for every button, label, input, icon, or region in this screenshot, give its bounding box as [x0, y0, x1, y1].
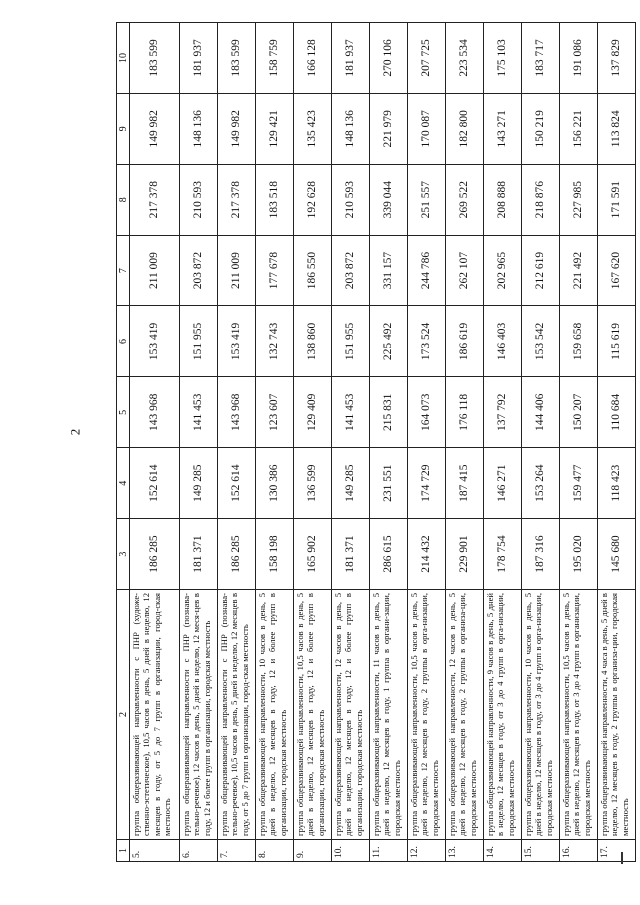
- column-number: 7: [117, 235, 130, 306]
- value-cell: 146 271: [483, 448, 521, 519]
- row-number: 14.: [483, 840, 521, 862]
- value-cell: 113 824: [597, 93, 635, 164]
- value-cell: 181 371: [331, 519, 369, 590]
- table-row: [369, 23, 407, 862]
- value-cell: 331 157: [369, 235, 407, 306]
- group-description: группа общеразвивающей направленности, 10,5 часов в день, 5 дней в неделю, 12 месяцев в году, 2 группы в орга-низации, городская местность: [407, 590, 445, 840]
- value-cell: 339 044: [369, 164, 407, 235]
- row-number: 9.: [293, 840, 331, 862]
- value-cell: 212 619: [521, 235, 559, 306]
- value-cell: 110 684: [597, 377, 635, 448]
- value-cell: 164 073: [407, 377, 445, 448]
- table-row: [217, 23, 255, 862]
- value-cell: 176 118: [445, 377, 483, 448]
- value-cell: 167 620: [597, 235, 635, 306]
- value-cell: 225 492: [369, 306, 407, 377]
- value-cell: 270 106: [369, 23, 407, 94]
- value-cell: 141 453: [331, 377, 369, 448]
- value-cell: 153 264: [521, 448, 559, 519]
- value-cell: 159 658: [559, 306, 597, 377]
- group-description: группа общеразвивающей направленности, 10,5 часов в день, 5 дней в неделю, 12 месяцев в году, 12 и более групп в организации, городская местность: [293, 590, 331, 840]
- value-cell: 211 009: [217, 235, 255, 306]
- value-cell: 149 982: [130, 93, 180, 164]
- value-cell: 149 982: [217, 93, 255, 164]
- value-cell: 156 221: [559, 93, 597, 164]
- table-row: [179, 23, 217, 862]
- row-number: 8.: [255, 840, 293, 862]
- value-cell: 174 729: [407, 448, 445, 519]
- value-cell: 217 378: [130, 164, 180, 235]
- value-cell: 130 386: [255, 448, 293, 519]
- value-cell: 223 534: [445, 23, 483, 94]
- value-cell: 165 902: [293, 519, 331, 590]
- group-description: группа общеразвивающей направленности с ПНР (познава-тельно-речевое), 12 часов в день, 5 дней в неделю, 12 меся-цев в году, 12 и более групп в организации, городская местность: [179, 590, 217, 840]
- value-cell: 150 219: [521, 93, 559, 164]
- value-cell: 115 619: [597, 306, 635, 377]
- value-cell: 217 378: [217, 164, 255, 235]
- value-cell: 269 522: [445, 164, 483, 235]
- column-number: 10: [117, 23, 130, 94]
- value-cell: 186 285: [217, 519, 255, 590]
- row-number: 10.: [331, 840, 369, 862]
- rotated-table-wrapper: [116, 22, 636, 862]
- row-number: 17.: [597, 840, 635, 862]
- row-number: 15.: [521, 840, 559, 862]
- value-cell: 141 453: [179, 377, 217, 448]
- value-cell: 221 979: [369, 93, 407, 164]
- table-row: [483, 23, 521, 862]
- value-cell: 144 406: [521, 377, 559, 448]
- value-cell: 132 743: [255, 306, 293, 377]
- value-cell: 182 800: [445, 93, 483, 164]
- value-cell: 171 591: [597, 164, 635, 235]
- value-cell: 158 759: [255, 23, 293, 94]
- value-cell: 145 680: [597, 519, 635, 590]
- value-cell: 159 477: [559, 448, 597, 519]
- group-description: группа общеразвивающей направленности, 12 часов в день, 5 дней в неделю, 12 месяцев в году, 12 и более групп в организации, городская местность: [331, 590, 369, 840]
- value-cell: 187 415: [445, 448, 483, 519]
- value-cell: 181 371: [179, 519, 217, 590]
- table-row: [130, 23, 180, 862]
- value-cell: 191 086: [559, 23, 597, 94]
- group-description: группа общеразвивающей направленности с ПНР (познава-тельно-речевое), 10,5 часов в день, 5 дней в неделю, 12 месяцев в году, от 5 до 7 групп в организации, город-ская местность: [217, 590, 255, 840]
- value-cell: 203 872: [331, 235, 369, 306]
- group-description: группа общеразвивающей направленности, 12 часов в день, 5 дней в неделю, 12 месяцев в году, 2 группы в организа-ции, городская местность: [445, 590, 483, 840]
- value-cell: 244 786: [407, 235, 445, 306]
- value-cell: 251 557: [407, 164, 445, 235]
- value-cell: 177 678: [255, 235, 293, 306]
- value-cell: 118 423: [597, 448, 635, 519]
- group-description: группа общеразвивающей направленности, 4 часа в день, 5 дней в неделю, 12 месяцев в году, 2 группы в организа-ции, городская местность: [597, 590, 635, 840]
- group-description: группа общеразвивающей направленности, 11 часов в день, 5 дней в неделю, 12 месяцев в году, 1 группа в органи-зации, городская местность: [369, 590, 407, 840]
- group-description: группа общеразвивающей направленности, 10,5 часов в день, 5 дней в неделю, 12 месяцев в году, от 3 до 4 групп в организации, городская местность: [559, 590, 597, 840]
- value-cell: 192 628: [293, 164, 331, 235]
- value-cell: 210 593: [331, 164, 369, 235]
- value-cell: 138 860: [293, 306, 331, 377]
- value-cell: 186 550: [293, 235, 331, 306]
- row-number: 6.: [179, 840, 217, 862]
- value-cell: 166 128: [293, 23, 331, 94]
- value-cell: 153 542: [521, 306, 559, 377]
- value-cell: 153 419: [217, 306, 255, 377]
- margin-mark: [621, 852, 623, 864]
- value-cell: 137 792: [483, 377, 521, 448]
- value-cell: 143 968: [130, 377, 180, 448]
- value-cell: 148 136: [179, 93, 217, 164]
- group-description: группа общеразвивающей направленности, 10 часов в день, 5 дней в неделю, 12 месяцев в году, от 3 до 4 групп в орга-низации, городская местность: [521, 590, 559, 840]
- row-number: 5.: [130, 840, 180, 862]
- value-cell: 183 717: [521, 23, 559, 94]
- value-cell: 146 403: [483, 306, 521, 377]
- table-row: [559, 23, 597, 862]
- value-cell: 229 901: [445, 519, 483, 590]
- value-cell: 214 432: [407, 519, 445, 590]
- value-cell: 149 285: [179, 448, 217, 519]
- cost-table: [116, 22, 636, 862]
- group-description: группа общеразвивающей направленности, 9 часов в день, 5 дней в неделю, 12 месяцев в году, от 3 до 4 групп в орга-низации, городская местность: [483, 590, 521, 840]
- row-number: 12.: [407, 840, 445, 862]
- value-cell: 135 423: [293, 93, 331, 164]
- row-number: 7.: [217, 840, 255, 862]
- column-number: 8: [117, 164, 130, 235]
- group-description: группа общеразвивающей направленности, 10 часов в день, 5 дней в неделю, 12 месяцев в году, 12 и более групп в организации, городская местность: [255, 590, 293, 840]
- table-row: [597, 23, 635, 862]
- value-cell: 202 965: [483, 235, 521, 306]
- value-cell: 149 285: [331, 448, 369, 519]
- table-row: [521, 23, 559, 862]
- value-cell: 152 614: [217, 448, 255, 519]
- column-number: 4: [117, 448, 130, 519]
- table-row: [331, 23, 369, 862]
- value-cell: 137 829: [597, 23, 635, 94]
- column-number: 2: [117, 590, 130, 840]
- value-cell: 187 316: [521, 519, 559, 590]
- value-cell: 129 409: [293, 377, 331, 448]
- value-cell: 170 087: [407, 93, 445, 164]
- value-cell: 178 754: [483, 519, 521, 590]
- table-row: [445, 23, 483, 862]
- column-number: 5: [117, 377, 130, 448]
- value-cell: 175 103: [483, 23, 521, 94]
- value-cell: 231 551: [369, 448, 407, 519]
- value-cell: 221 492: [559, 235, 597, 306]
- value-cell: 173 524: [407, 306, 445, 377]
- row-number: 11.: [369, 840, 407, 862]
- column-number: 3: [117, 519, 130, 590]
- value-cell: 123 607: [255, 377, 293, 448]
- value-cell: 153 419: [130, 306, 180, 377]
- value-cell: 262 107: [445, 235, 483, 306]
- value-cell: 152 614: [130, 448, 180, 519]
- value-cell: 203 872: [179, 235, 217, 306]
- value-cell: 218 876: [521, 164, 559, 235]
- value-cell: 215 831: [369, 377, 407, 448]
- value-cell: 136 599: [293, 448, 331, 519]
- page-number: 2: [67, 428, 83, 436]
- value-cell: 227 985: [559, 164, 597, 235]
- column-number-row: [117, 23, 130, 862]
- value-cell: 181 937: [179, 23, 217, 94]
- value-cell: 143 968: [217, 377, 255, 448]
- value-cell: 211 009: [130, 235, 180, 306]
- value-cell: 158 198: [255, 519, 293, 590]
- row-number: 16.: [559, 840, 597, 862]
- value-cell: 210 593: [179, 164, 217, 235]
- value-cell: 151 955: [179, 306, 217, 377]
- value-cell: 183 518: [255, 164, 293, 235]
- value-cell: 286 615: [369, 519, 407, 590]
- table-row: [293, 23, 331, 862]
- column-number: 1: [117, 840, 130, 862]
- table-body: [130, 23, 636, 862]
- value-cell: 195 020: [559, 519, 597, 590]
- table-row: [407, 23, 445, 862]
- value-cell: 208 888: [483, 164, 521, 235]
- value-cell: 186 619: [445, 306, 483, 377]
- column-number: 9: [117, 93, 130, 164]
- value-cell: 186 285: [130, 519, 180, 590]
- row-number: 13.: [445, 840, 483, 862]
- value-cell: 150 207: [559, 377, 597, 448]
- value-cell: 181 937: [331, 23, 369, 94]
- column-number: 6: [117, 306, 130, 377]
- value-cell: 151 955: [331, 306, 369, 377]
- value-cell: 183 599: [130, 23, 180, 94]
- value-cell: 183 599: [217, 23, 255, 94]
- table-row: [255, 23, 293, 862]
- value-cell: 129 421: [255, 93, 293, 164]
- value-cell: 143 271: [483, 93, 521, 164]
- value-cell: 148 136: [331, 93, 369, 164]
- group-description: группа общеразвивающей направленности с ПНР (художе-ственно-эстетическое), 10,5 часов в день, 5 дней в неделю, 12 месяцев в году, от 5 до 7 групп в организации, город-ская местность: [130, 590, 180, 840]
- value-cell: 207 725: [407, 23, 445, 94]
